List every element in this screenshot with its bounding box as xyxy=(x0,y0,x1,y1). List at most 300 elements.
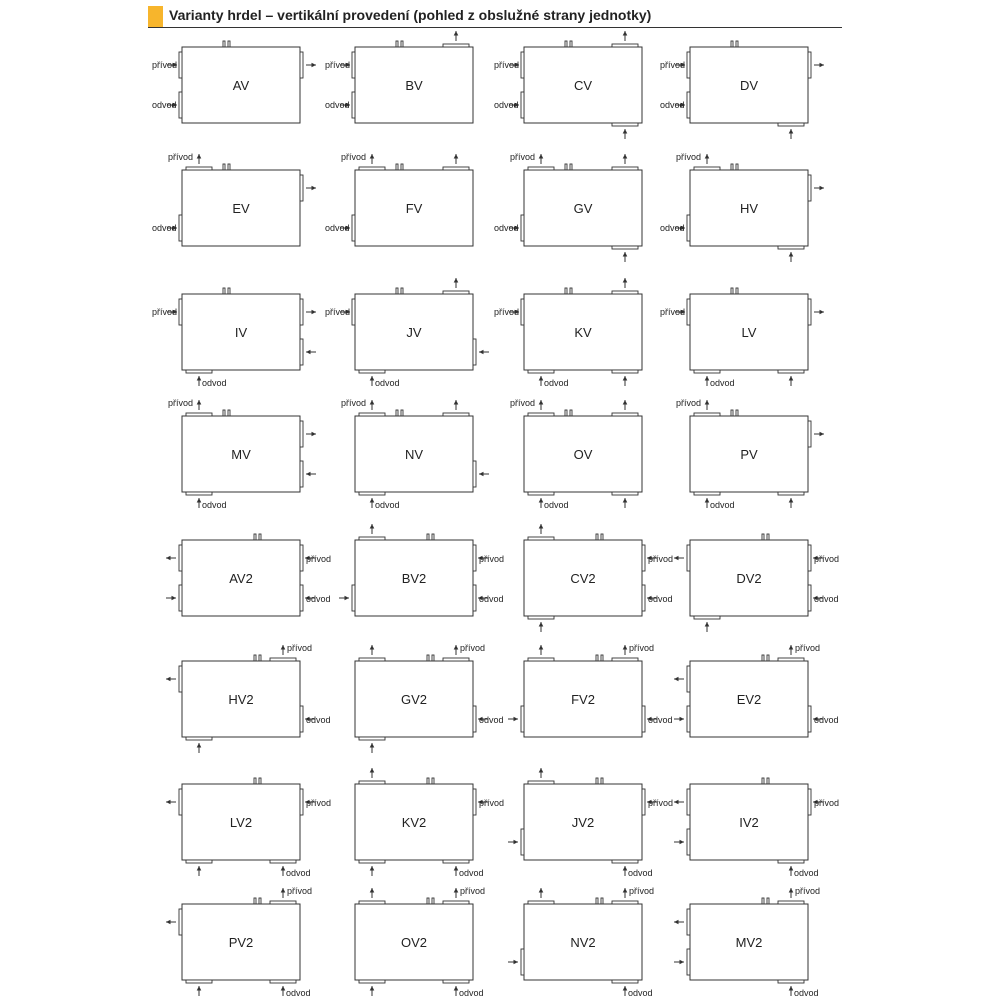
unit-code: IV xyxy=(234,325,248,340)
service-stub xyxy=(401,41,403,47)
side-port xyxy=(300,461,303,487)
service-stub xyxy=(396,41,398,47)
bottom-port xyxy=(612,860,638,863)
unit-variant xyxy=(166,886,312,998)
arrow-head-icon xyxy=(539,524,544,529)
unit-variant xyxy=(152,41,316,123)
service-stub xyxy=(223,164,225,170)
top-port xyxy=(694,167,720,170)
service-stub xyxy=(570,41,572,47)
exhaust-label: odvod xyxy=(306,715,331,725)
arrow-head-icon xyxy=(789,129,794,134)
bottom-port xyxy=(186,860,212,863)
side-port xyxy=(642,545,645,571)
bottom-port xyxy=(694,616,720,619)
unit-variant xyxy=(676,398,824,510)
side-port xyxy=(179,585,182,611)
unit-variant xyxy=(508,643,673,737)
service-stub xyxy=(565,41,567,47)
unit-variant xyxy=(355,643,504,753)
service-stub xyxy=(731,288,733,294)
service-stub xyxy=(432,778,434,784)
side-port xyxy=(300,706,303,732)
bottom-port xyxy=(778,980,804,983)
arrow-head-icon xyxy=(789,498,794,503)
top-port xyxy=(612,413,638,416)
arrow-head-icon xyxy=(306,350,311,355)
unit-code: CV xyxy=(573,78,593,93)
arrow-head-icon xyxy=(820,186,825,191)
arrow-head-icon xyxy=(306,472,311,477)
bottom-port xyxy=(778,246,804,249)
unit-code: DV2 xyxy=(736,571,762,586)
arrow-head-icon xyxy=(623,252,628,257)
top-port xyxy=(443,901,469,904)
unit-variant xyxy=(168,398,316,510)
service-stub xyxy=(565,164,567,170)
side-port xyxy=(521,829,524,855)
unit-variant xyxy=(524,524,673,632)
supply-label: přívod xyxy=(494,60,520,70)
side-port xyxy=(179,909,182,935)
unit-code: NV2 xyxy=(570,935,596,950)
unit-variant xyxy=(674,534,839,632)
bottom-port xyxy=(778,123,804,126)
side-port xyxy=(352,215,355,241)
service-stub xyxy=(570,410,572,416)
arrow-head-icon xyxy=(623,154,628,159)
exhaust-label: odvod xyxy=(544,500,569,510)
bottom-port xyxy=(778,860,804,863)
top-port xyxy=(528,901,554,904)
side-port xyxy=(179,666,182,692)
side-port xyxy=(352,299,355,325)
bottom-port xyxy=(270,860,296,863)
side-port xyxy=(687,789,690,815)
arrow-head-icon xyxy=(789,376,794,381)
arrow-head-icon xyxy=(674,920,679,925)
exhaust-label: odvod xyxy=(814,594,839,604)
top-port xyxy=(528,537,554,540)
unit-code: NV xyxy=(404,447,424,462)
side-port xyxy=(300,175,303,201)
bottom-port xyxy=(694,492,720,495)
bottom-port xyxy=(612,246,638,249)
top-port xyxy=(612,44,638,47)
side-port xyxy=(473,706,476,732)
service-stub xyxy=(601,898,603,904)
supply-label: přívod xyxy=(494,307,520,317)
unit-variant xyxy=(660,152,824,262)
side-port xyxy=(642,585,645,611)
arrow-head-icon xyxy=(623,278,628,283)
bottom-port xyxy=(359,737,385,740)
service-stub xyxy=(427,655,429,661)
arrow-head-icon xyxy=(623,498,628,503)
bottom-port xyxy=(359,980,385,983)
arrow-head-icon xyxy=(539,888,544,893)
exhaust-label: odvod xyxy=(648,594,673,604)
supply-label: přívod xyxy=(460,886,486,896)
side-port xyxy=(179,215,182,241)
bottom-port xyxy=(270,980,296,983)
arrow-head-icon xyxy=(370,524,375,529)
supply-label: přívod xyxy=(167,398,193,408)
exhaust-label: odvod xyxy=(202,500,227,510)
top-port xyxy=(359,537,385,540)
side-port xyxy=(687,92,690,118)
arrow-head-icon xyxy=(197,743,202,748)
exhaust-label: odvod xyxy=(479,715,504,725)
supply-label: přívod xyxy=(675,152,701,162)
arrow-head-icon xyxy=(820,432,825,437)
side-port xyxy=(521,52,524,78)
supply-label: přívod xyxy=(795,643,821,653)
unit-code: KV xyxy=(574,325,592,340)
side-port xyxy=(687,52,690,78)
exhaust-label: odvod xyxy=(286,868,311,878)
top-port xyxy=(612,901,638,904)
unit-variant xyxy=(494,152,642,262)
arrow-head-icon xyxy=(705,400,710,405)
side-port xyxy=(300,52,303,78)
arrow-head-icon xyxy=(197,376,202,381)
section-title: Varianty hrdel – vertikální provedení (pohled z obslužné strany jednotky) xyxy=(169,7,652,23)
service-stub xyxy=(259,778,261,784)
arrow-head-icon xyxy=(281,888,286,893)
top-port xyxy=(778,901,804,904)
top-port xyxy=(443,658,469,661)
top-port xyxy=(359,901,385,904)
arrow-head-icon xyxy=(166,677,171,682)
arrow-head-icon xyxy=(166,556,171,561)
side-port xyxy=(808,299,811,325)
service-stub xyxy=(762,898,764,904)
service-stub xyxy=(259,898,261,904)
arrow-head-icon xyxy=(370,645,375,650)
bottom-port xyxy=(612,123,638,126)
arrow-head-icon xyxy=(454,31,459,36)
exhaust-label: odvod xyxy=(544,378,569,388)
side-port xyxy=(687,666,690,692)
supply-label: přívod xyxy=(648,798,674,808)
arrow-head-icon xyxy=(197,986,202,991)
supply-label: přívod xyxy=(167,152,193,162)
arrow-head-icon xyxy=(197,498,202,503)
bottom-port xyxy=(528,492,554,495)
supply-label: přívod xyxy=(675,398,701,408)
unit-code: PV2 xyxy=(228,935,254,950)
service-stub xyxy=(223,410,225,416)
service-stub xyxy=(570,288,572,294)
arrow-head-icon xyxy=(345,596,350,601)
side-port xyxy=(687,299,690,325)
unit-variant xyxy=(152,152,316,246)
side-port xyxy=(300,421,303,447)
unit-variant xyxy=(325,278,489,388)
bottom-port xyxy=(528,616,554,619)
exhaust-label: odvod xyxy=(660,223,685,233)
service-stub xyxy=(731,410,733,416)
top-port xyxy=(186,413,212,416)
service-stub xyxy=(736,41,738,47)
service-stub xyxy=(259,534,261,540)
top-port xyxy=(778,658,804,661)
service-stub xyxy=(432,898,434,904)
arrow-head-icon xyxy=(370,743,375,748)
service-stub xyxy=(432,655,434,661)
bottom-port xyxy=(778,492,804,495)
side-port xyxy=(473,585,476,611)
side-port xyxy=(808,52,811,78)
arrow-head-icon xyxy=(539,154,544,159)
bottom-port xyxy=(443,980,469,983)
service-stub xyxy=(254,534,256,540)
arrow-head-icon xyxy=(281,986,286,991)
arrow-head-icon xyxy=(312,432,317,437)
service-stub xyxy=(401,410,403,416)
arrow-head-icon xyxy=(539,400,544,405)
side-port xyxy=(687,829,690,855)
unit-variant xyxy=(674,886,820,998)
side-port xyxy=(473,461,476,487)
side-port xyxy=(642,789,645,815)
service-stub xyxy=(596,655,598,661)
exhaust-label: odvod xyxy=(628,868,653,878)
unit-code: HV xyxy=(739,201,759,216)
arrow-head-icon xyxy=(514,960,519,965)
unit-variant xyxy=(355,886,485,998)
unit-variant xyxy=(494,31,642,139)
arrow-head-icon xyxy=(623,645,628,650)
service-stub xyxy=(228,41,230,47)
service-stub xyxy=(767,778,769,784)
unit-code: BV2 xyxy=(401,571,427,586)
service-stub xyxy=(565,288,567,294)
top-port xyxy=(612,291,638,294)
supply-label: přívod xyxy=(795,886,821,896)
service-stub xyxy=(254,778,256,784)
arrow-head-icon xyxy=(454,866,459,871)
arrow-head-icon xyxy=(454,888,459,893)
unit-code: CV2 xyxy=(570,571,596,586)
side-port xyxy=(179,299,182,325)
supply-label: přívod xyxy=(340,398,366,408)
top-port xyxy=(270,901,296,904)
side-port xyxy=(808,789,811,815)
side-port xyxy=(179,52,182,78)
unit-code: GV xyxy=(573,201,593,216)
side-port xyxy=(687,909,690,935)
side-port xyxy=(300,299,303,325)
supply-label: přívod xyxy=(479,554,505,564)
bottom-port xyxy=(186,370,212,373)
side-port xyxy=(521,92,524,118)
supply-label: přívod xyxy=(660,307,686,317)
service-stub xyxy=(596,778,598,784)
unit-code: FV2 xyxy=(571,692,595,707)
service-stub xyxy=(401,164,403,170)
unit-code: LV xyxy=(741,325,757,340)
unit-code: FV xyxy=(405,201,423,216)
arrow-head-icon xyxy=(539,768,544,773)
side-port xyxy=(808,175,811,201)
supply-label: přívod xyxy=(306,554,332,564)
top-port xyxy=(443,291,469,294)
top-port xyxy=(612,658,638,661)
arrow-head-icon xyxy=(370,154,375,159)
service-stub xyxy=(596,534,598,540)
arrow-head-icon xyxy=(479,350,484,355)
service-stub xyxy=(432,534,434,540)
top-port xyxy=(359,781,385,784)
arrow-head-icon xyxy=(789,986,794,991)
exhaust-label: odvod xyxy=(325,223,350,233)
service-stub xyxy=(601,655,603,661)
side-port xyxy=(808,706,811,732)
unit-variant xyxy=(674,778,839,878)
arrow-head-icon xyxy=(820,310,825,315)
top-port xyxy=(443,167,469,170)
side-port xyxy=(352,52,355,78)
arrow-head-icon xyxy=(623,866,628,871)
arrow-head-icon xyxy=(539,622,544,627)
unit-variant xyxy=(339,524,504,616)
arrow-head-icon xyxy=(454,400,459,405)
side-port xyxy=(300,339,303,365)
bottom-port xyxy=(612,980,638,983)
service-stub xyxy=(762,778,764,784)
exhaust-label: odvod xyxy=(152,100,177,110)
exhaust-label: odvod xyxy=(306,594,331,604)
exhaust-label: odvod xyxy=(375,378,400,388)
side-port xyxy=(179,92,182,118)
unit-code: MV2 xyxy=(735,935,763,950)
arrow-head-icon xyxy=(820,63,825,68)
arrow-head-icon xyxy=(370,498,375,503)
arrow-head-icon xyxy=(539,498,544,503)
top-port xyxy=(528,781,554,784)
service-stub xyxy=(596,898,598,904)
service-stub xyxy=(427,898,429,904)
unit-variant xyxy=(166,778,331,878)
supply-label: přívod xyxy=(509,398,535,408)
unit-code: GV2 xyxy=(400,692,428,707)
side-port xyxy=(473,789,476,815)
unit-code: AV2 xyxy=(229,571,253,586)
service-stub xyxy=(427,778,429,784)
arrow-head-icon xyxy=(623,376,628,381)
service-stub xyxy=(767,655,769,661)
bottom-port xyxy=(186,980,212,983)
unit-code: HV2 xyxy=(228,692,254,707)
supply-label: přívod xyxy=(629,643,655,653)
unit-code: AV xyxy=(232,78,250,93)
arrow-head-icon xyxy=(370,768,375,773)
supply-label: přívod xyxy=(479,798,505,808)
exhaust-label: odvod xyxy=(459,868,484,878)
bottom-port xyxy=(612,492,638,495)
exhaust-label: odvod xyxy=(814,715,839,725)
supply-label: přívod xyxy=(152,307,178,317)
exhaust-label: odvod xyxy=(375,500,400,510)
unit-code: PV xyxy=(740,447,758,462)
exhaust-label: odvod xyxy=(794,868,819,878)
arrow-head-icon xyxy=(674,800,679,805)
top-port xyxy=(694,413,720,416)
arrow-head-icon xyxy=(674,677,679,682)
arrow-head-icon xyxy=(623,888,628,893)
exhaust-label: odvod xyxy=(479,594,504,604)
bottom-port xyxy=(778,370,804,373)
arrow-head-icon xyxy=(312,63,317,68)
unit-variant xyxy=(660,288,824,388)
arrow-head-icon xyxy=(514,840,519,845)
side-port xyxy=(808,421,811,447)
arrow-head-icon xyxy=(197,866,202,871)
service-stub xyxy=(396,164,398,170)
bottom-port xyxy=(694,370,720,373)
side-port xyxy=(808,545,811,571)
service-stub xyxy=(736,288,738,294)
unit-variant xyxy=(508,768,673,878)
arrow-head-icon xyxy=(705,154,710,159)
side-port xyxy=(687,949,690,975)
arrow-head-icon xyxy=(370,400,375,405)
arrow-head-icon xyxy=(479,472,484,477)
arrow-head-icon xyxy=(166,800,171,805)
arrow-head-icon xyxy=(454,986,459,991)
supply-label: přívod xyxy=(152,60,178,70)
arrow-head-icon xyxy=(312,310,317,315)
unit-code: EV xyxy=(232,201,250,216)
service-stub xyxy=(601,534,603,540)
arrow-head-icon xyxy=(623,31,628,36)
unit-variant xyxy=(508,886,654,998)
arrow-head-icon xyxy=(674,556,679,561)
unit-code: JV2 xyxy=(571,815,595,830)
service-stub xyxy=(254,655,256,661)
side-port xyxy=(352,92,355,118)
exhaust-label: odvod xyxy=(794,988,819,998)
exhaust-label: odvod xyxy=(202,378,227,388)
bottom-port xyxy=(359,860,385,863)
top-port xyxy=(186,167,212,170)
service-stub xyxy=(427,534,429,540)
service-stub xyxy=(767,898,769,904)
service-stub xyxy=(767,534,769,540)
side-port xyxy=(521,949,524,975)
unit-code: IV2 xyxy=(739,815,759,830)
side-port xyxy=(521,215,524,241)
unit-variant xyxy=(494,278,642,388)
supply-label: přívod xyxy=(306,798,332,808)
supply-label: přívod xyxy=(287,886,313,896)
exhaust-label: odvod xyxy=(286,988,311,998)
top-port xyxy=(443,413,469,416)
arrow-head-icon xyxy=(370,986,375,991)
service-stub xyxy=(570,164,572,170)
exhaust-label: odvod xyxy=(325,100,350,110)
arrow-head-icon xyxy=(281,866,286,871)
unit-variant xyxy=(355,768,504,878)
unit-variant xyxy=(660,41,824,139)
arrow-head-icon xyxy=(312,186,317,191)
side-port xyxy=(473,339,476,365)
arrow-head-icon xyxy=(514,717,519,722)
arrow-head-icon xyxy=(539,376,544,381)
arrow-head-icon xyxy=(623,986,628,991)
